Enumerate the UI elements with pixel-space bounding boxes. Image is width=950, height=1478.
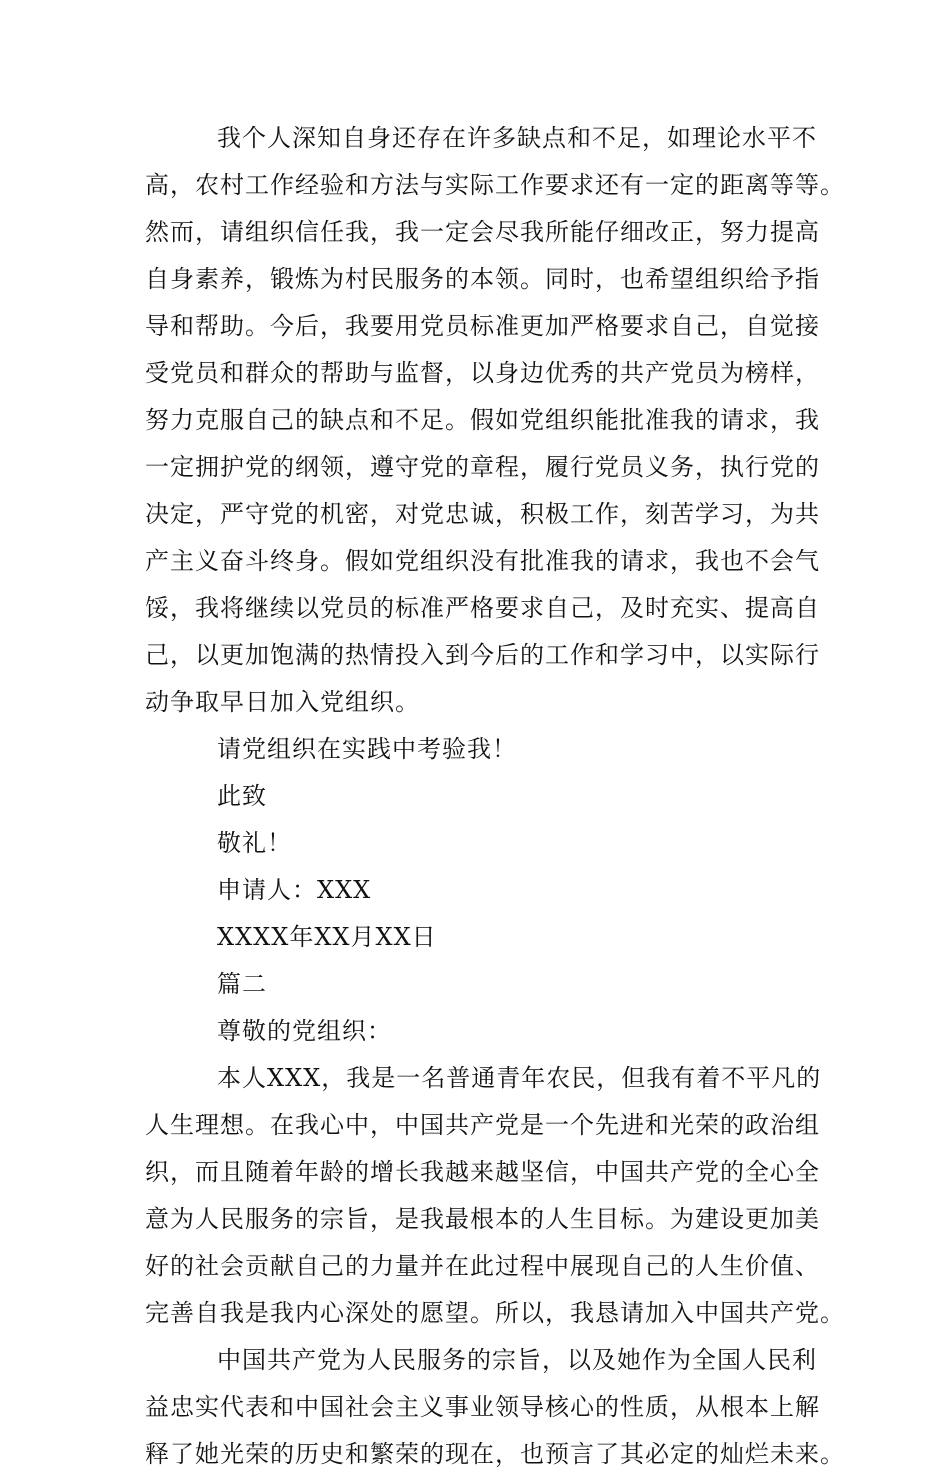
- paragraph-line: 人生理想。在我心中，中国共产党是一个先进和光荣的政治组: [145, 1111, 820, 1139]
- paragraph-line: 一定拥护党的纲领，遵守党的章程，履行党员义务，执行党的: [145, 453, 820, 481]
- paragraph-line: 本人XXX，我是一名普通青年农民，但我有着不平凡的: [217, 1064, 822, 1092]
- paragraph-line: 中国共产党为人民服务的宗旨，以及她作为全国人民利: [217, 1346, 817, 1374]
- paragraph-line: 好的社会贡献自己的力量并在此过程中展现自己的人生价值、: [145, 1252, 820, 1280]
- paragraph-line: 织，而且随着年龄的增长我越来越坚信，中国共产党的全心全: [145, 1158, 820, 1186]
- date-line: XXXX年XX月XX日: [217, 923, 437, 951]
- paragraph-line: 决定，严守党的机密，对党忠诚，积极工作，刻苦学习，为共: [145, 500, 820, 528]
- paragraph-line: 导和帮助。今后，我要用党员标准更加严格要求自己，自觉接: [145, 312, 820, 340]
- paragraph-line: 意为人民服务的宗旨，是我最根本的人生目标。为建设更加美: [145, 1205, 820, 1233]
- paragraph-line: 动争取早日加入党组织。: [145, 688, 420, 716]
- applicant-line: 申请人：XXX: [217, 876, 372, 904]
- paragraph-line: 馁，我将继续以党员的标准严格要求自己，及时充实、提高自: [145, 594, 820, 622]
- paragraph-line: 己，以更加饱满的热情投入到今后的工作和学习中，以实际行: [145, 641, 820, 669]
- paragraph-line: 然而，请组织信任我，我一定会尽我所能仔细改正，努力提高: [145, 218, 820, 246]
- paragraph-line: 释了她光荣的历史和繁荣的现在，也预言了其必定的灿烂未来。: [145, 1440, 845, 1468]
- paragraph-line: 受党员和群众的帮助与监督，以身边优秀的共产党员为榜样，: [145, 359, 820, 387]
- paragraph-line: 益忠实代表和中国社会主义事业领导核心的性质，从根本上解: [145, 1393, 820, 1421]
- paragraph-line: 努力克服自己的缺点和不足。假如党组织能批准我的请求，我: [145, 406, 820, 434]
- paragraph-line: 我个人深知自身还存在许多缺点和不足，如理论水平不: [217, 124, 817, 152]
- section-title: 篇二: [217, 970, 267, 998]
- paragraph-line: 高，农村工作经验和方法与实际工作要求还有一定的距离等等。: [145, 171, 845, 199]
- paragraph-line: 自身素养，锻炼为村民服务的本领。同时，也希望组织给予指: [145, 265, 820, 293]
- closing-line: 请党组织在实践中考验我！: [217, 735, 517, 763]
- salutation-line: 敬礼！: [217, 829, 292, 857]
- document-body: [145, 115, 845, 1478]
- greeting-line: 尊敬的党组织：: [217, 1017, 392, 1045]
- salutation-line: 此致: [217, 782, 267, 810]
- paragraph-line: 完善自我是我内心深处的愿望。所以，我恳请加入中国共产党。: [145, 1299, 845, 1327]
- paragraph-line: 产主义奋斗终身。假如党组织没有批准我的请求，我也不会气: [145, 547, 820, 575]
